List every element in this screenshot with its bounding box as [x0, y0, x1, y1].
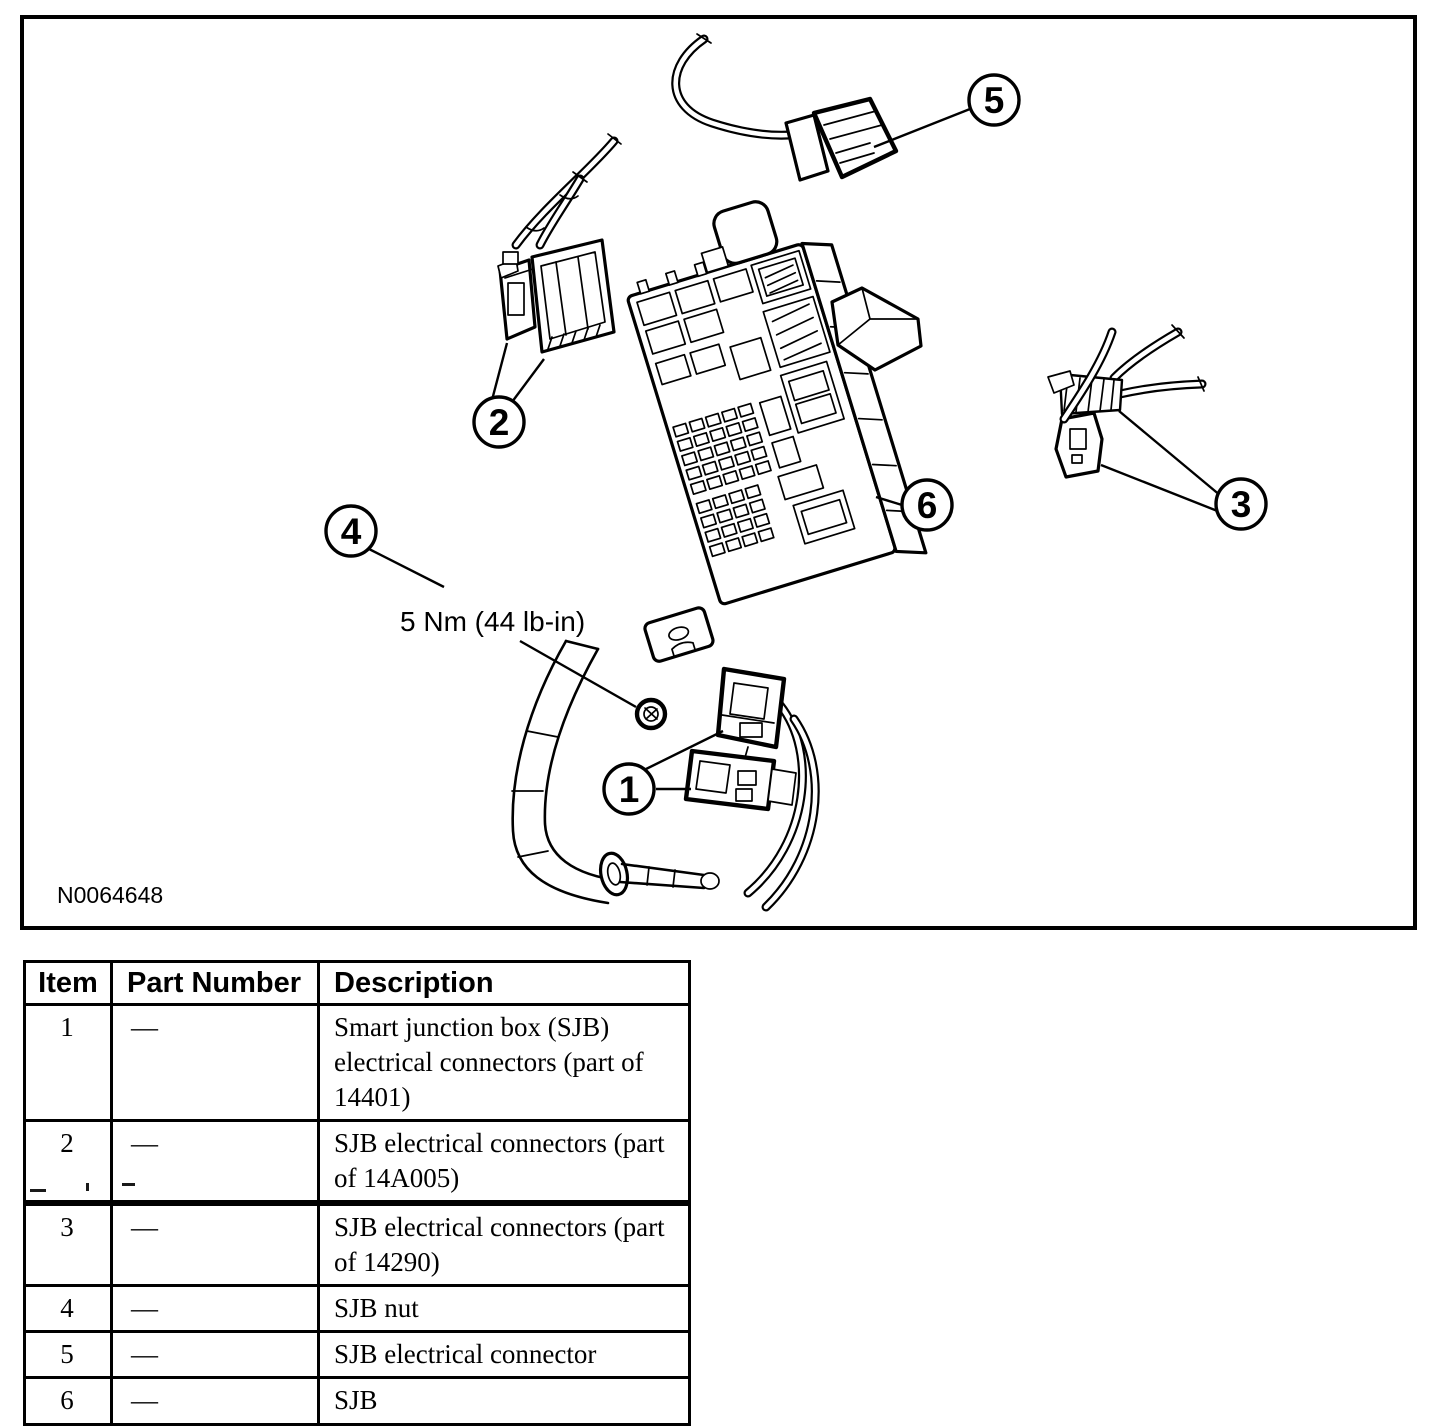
item-cell: 2 — [25, 1121, 112, 1204]
callout-4 — [326, 506, 376, 556]
parts-table-body — [25, 1005, 690, 1425]
wires-connector-2 — [516, 134, 621, 245]
table-row — [25, 1203, 690, 1286]
description-cell: SJB electrical connectors (part of 14A005) — [319, 1121, 690, 1204]
connector-5 — [786, 99, 896, 180]
svg-text:1: 1 — [618, 769, 640, 810]
part-number-cell: — — [112, 1332, 319, 1378]
table-row — [25, 1378, 690, 1425]
svg-text:5: 5 — [983, 80, 1005, 121]
item-cell: 1 — [25, 1005, 112, 1121]
connector-3 — [1048, 332, 1122, 477]
callout-2 — [474, 397, 524, 447]
part-number-cell: — — [112, 1286, 319, 1332]
part-number-cell: — — [112, 1005, 319, 1121]
connector-1 — [686, 669, 815, 907]
scan-artifact — [86, 1183, 89, 1191]
callout-3 — [1216, 479, 1266, 529]
connector-2-small — [498, 252, 535, 339]
item-cell: 3 — [25, 1203, 112, 1286]
scan-artifact — [30, 1189, 46, 1192]
table-row — [25, 1005, 690, 1121]
svg-text:2: 2 — [488, 402, 510, 443]
svg-text:3: 3 — [1230, 484, 1252, 525]
table-row — [25, 1332, 690, 1378]
callout-1 — [604, 764, 654, 814]
part-number-cell: — — [112, 1121, 319, 1204]
item-cell: 4 — [25, 1286, 112, 1332]
description-cell: SJB — [319, 1378, 690, 1425]
scan-artifact — [122, 1183, 135, 1186]
part-number-cell: — — [112, 1203, 319, 1286]
svg-text:4: 4 — [340, 511, 362, 552]
description-cell: SJB electrical connector — [319, 1332, 690, 1378]
callout-5 — [969, 75, 1019, 125]
wire-connector-5 — [676, 34, 790, 135]
sjb-nut — [637, 700, 665, 728]
description-cell: SJB electrical connectors (part of 14290) — [319, 1203, 690, 1286]
item-cell: 5 — [25, 1332, 112, 1378]
item-cell: 6 — [25, 1378, 112, 1425]
callout-6 — [902, 480, 952, 530]
table-header-row — [25, 962, 690, 1005]
part-number-cell: — — [112, 1378, 319, 1425]
svg-text:6: 6 — [916, 485, 938, 526]
figure-code: N0064648 — [57, 882, 164, 908]
wires-connector-3 — [1114, 325, 1204, 394]
connector-2-large — [532, 240, 614, 352]
diagram-svg — [24, 19, 1413, 926]
description-cell: SJB nut — [319, 1286, 690, 1332]
diagram-frame — [20, 15, 1417, 930]
col-header-part-number: Part Number — [112, 962, 319, 1005]
parts-table — [23, 960, 691, 1426]
col-header-description: Description — [319, 962, 690, 1005]
col-header-item: Item — [25, 962, 112, 1005]
table-row — [25, 1121, 690, 1204]
description-cell: Smart junction box (SJB) electrical connectors (part of 14401) — [319, 1005, 690, 1121]
table-row — [25, 1286, 690, 1332]
torque-label: 5 Nm (44 lb-in) — [400, 606, 586, 637]
